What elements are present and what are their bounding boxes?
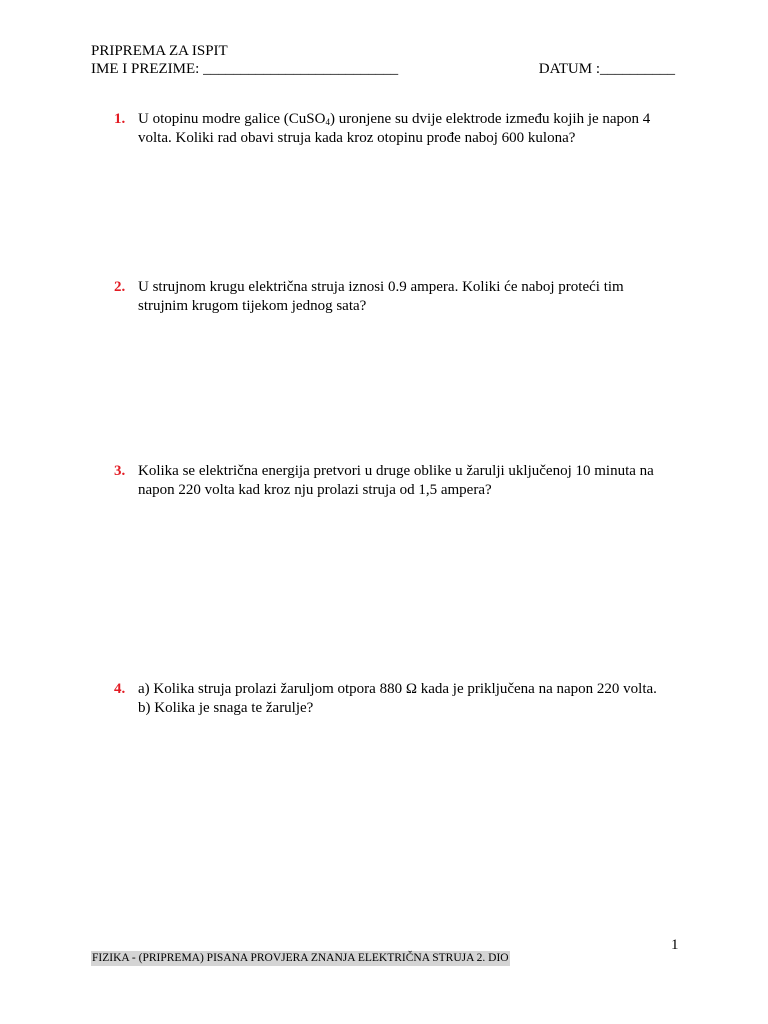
question-number: 2. [114, 279, 126, 295]
question-text: a) Kolika struja prolazi žaruljom otpora 880 Ω kada je priključena na napon 220 volta. b) Kolika je snaga te žarulje? [138, 681, 657, 716]
question-number: 4. [114, 681, 126, 697]
question-text: U strujnom krugu električna struja iznosi 0.9 ampera. Koliki će naboj proteći tim strujnim krugom tijekom jednog sata? [138, 279, 624, 314]
question-number: 1. [114, 111, 126, 127]
header-fields [91, 60, 675, 80]
page-footer: FIZIKA - (PRIPREMA) PISANA PROVJERA ZNANJA ELEKTRIČNA STRUJA 2. DIO [92, 952, 509, 964]
question-text: Kolika se električna energija pretvori u druge oblike u žarulji uključenoj 10 minuta na napon 220 volta kad kroz nju prolazi struja od 1,5 ampera? [138, 463, 654, 498]
question-number: 3. [114, 463, 126, 479]
page-number: 1 [671, 937, 679, 953]
document-title: PRIPREMA ZA ISPIT [91, 43, 228, 59]
subscript: 4 [325, 117, 330, 127]
question-text: U otopinu modre galice (CuSO$_4$) uronjene su dvije elektrode između kojih je napon 4 volta. Koliki rad obavi struja kada kroz otopinu prođe naboj 600 kulona? [138, 111, 651, 146]
date-field-label: DATUM :__________ [538, 61, 675, 77]
name-field-label: IME I PREZIME: __________________________ [91, 61, 399, 77]
